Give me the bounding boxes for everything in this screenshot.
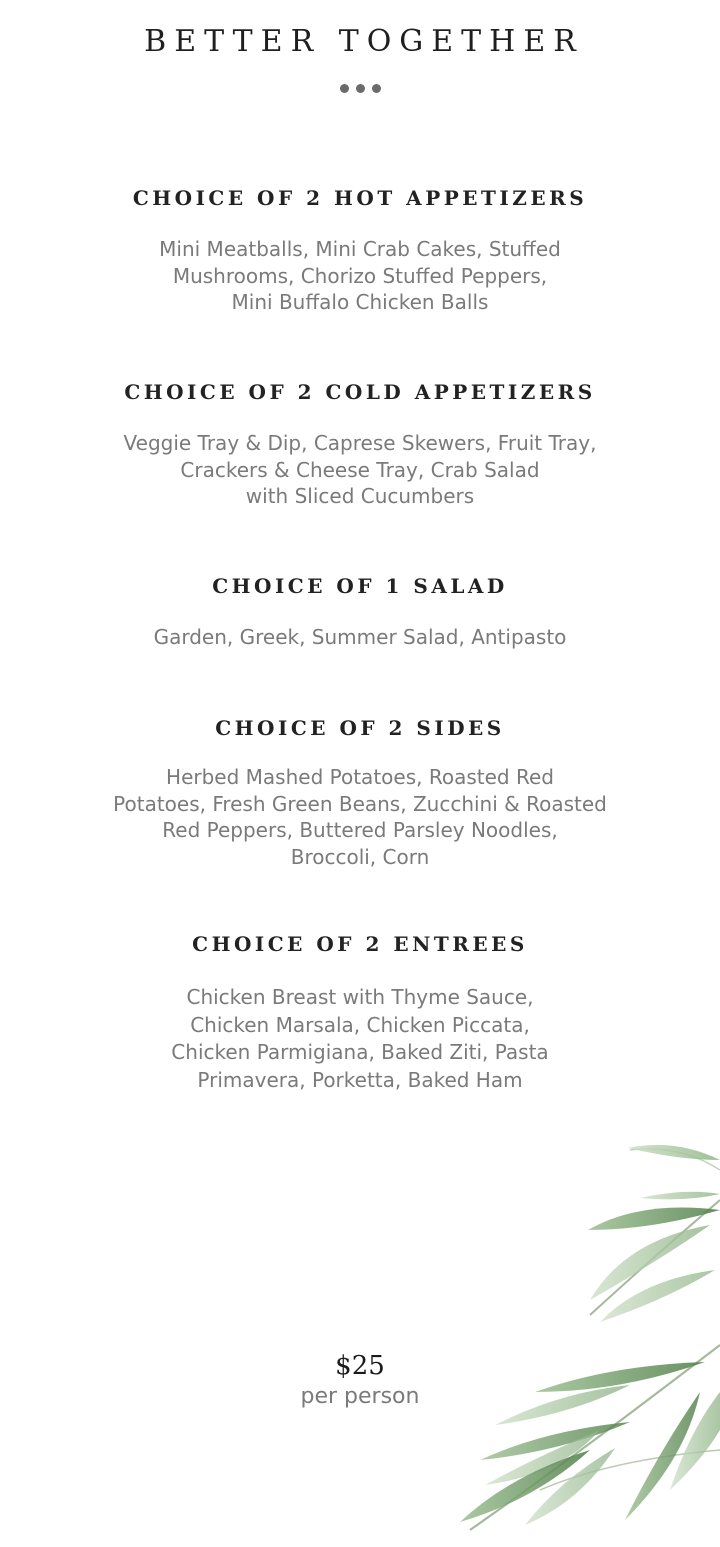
section-items: Chicken Breast with Thyme Sauce, Chicken Marsala, Chicken Piccata, Chicken Parmigiana, Baked Ziti, Pasta Primavera, Porketta, Baked Ham [171,985,549,1092]
olive-branch-icon [440,1130,720,1547]
section-items: Herbed Mashed Potatoes, Roasted Red Potatoes, Fresh Green Beans, Zucchini & Roasted Red Peppers, Buttered Parsley Noodles, Broccoli, Corn [113,765,607,869]
section-sides [0,714,720,870]
section-heading: CHOICE OF 1 SALAD [212,574,508,598]
section-items: Veggie Tray & Dip, Caprese Skewers, Fruit Tray, Crackers & Cheese Tray, Crab Salad with Sliced Cucumbers [123,431,597,508]
section-entrees [0,930,720,1094]
section-heading: CHOICE OF 2 SIDES [215,716,505,740]
section-heading: CHOICE OF 2 COLD APPETIZERS [124,380,596,404]
section-hot-appetizers [0,184,720,316]
price-unit: per person [300,1384,420,1409]
section-salad [0,572,720,651]
section-heading: CHOICE OF 2 HOT APPETIZERS [132,186,588,210]
section-cold-appetizers [0,378,720,510]
divider-dots-icon [0,84,720,93]
section-heading: CHOICE OF 2 ENTREES [192,932,528,956]
section-items: Mini Meatballs, Mini Crab Cakes, Stuffed Mushrooms, Chorizo Stuffed Peppers, Mini Buffalo Chicken Balls [159,237,561,314]
section-items: Garden, Greek, Summer Salad, Antipasto [153,625,567,649]
price: $25 [335,1351,385,1381]
page-title: BETTER TOGETHER [144,24,584,59]
